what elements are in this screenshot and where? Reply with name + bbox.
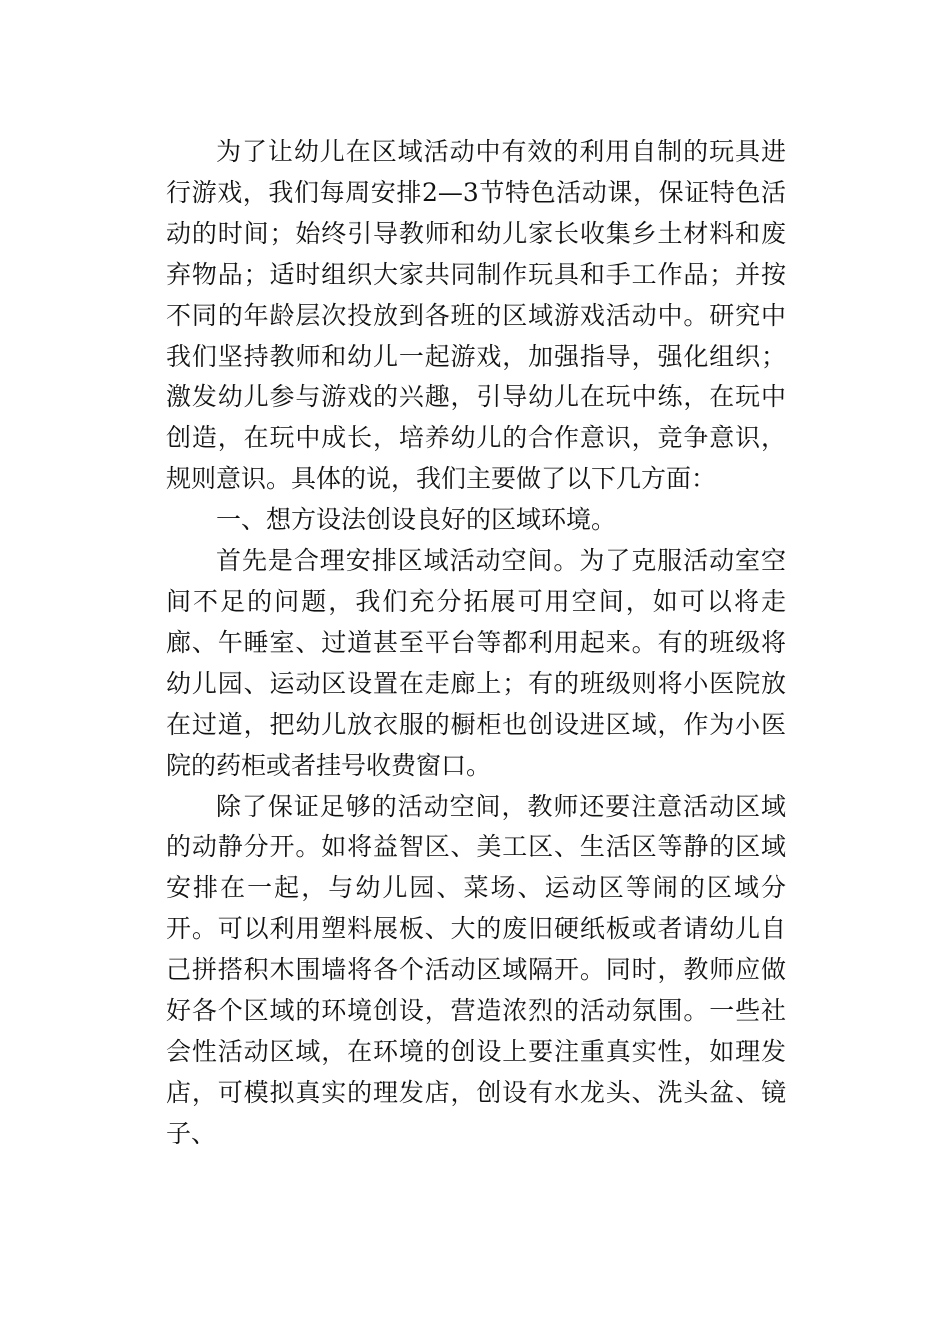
paragraph-space-arrangement: 首先是合理安排区域活动空间。为了克服活动室空间不足的问题，我们充分拓展可用空间，如可以将走廊、午睡室、过道甚至平台等都利用起来。有的班级将幼儿园、运动区设置在走廊上；有的班级则将小医院放在过道，把幼儿放衣服的橱柜也创设进区域，作为小医院的药柜或者挂号收费窗口。 <box>166 546 786 780</box>
section-heading-1: 一、想方设法创设良好的区域环境。 <box>216 505 617 535</box>
document-body <box>166 132 786 1155</box>
paragraph-intro: 为了让幼儿在区域活动中有效的利用自制的玩具进行游戏，我们每周安排2—3节特色活动课，保证特色活动的时间；始终引导教师和幼儿家长收集乡土材料和废弃物品；适时组织大家共同制作玩具和手工作品；并按不同的年龄层次投放到各班的区域游戏活动中。研究中我们坚持教师和幼儿一起游戏，加强指导，强化组织；激发幼儿参与游戏的兴趣，引导幼儿在玩中练，在玩中创造，在玩中成长，培养幼儿的合作意识，竞争意识，规则意识。具体的说，我们主要做了以下几方面： <box>166 137 786 494</box>
paragraph-quiet-noisy-separation: 除了保证足够的活动空间，教师还要注意活动区域的动静分开。如将益智区、美工区、生活区等静的区域安排在一起，与幼儿园、菜场、运动区等闹的区域分开。可以利用塑料展板、大的废旧硬纸板或者请幼儿自己拼搭积木围墙将各个活动区域隔开。同时，教师应做好各个区域的环境创设，营造浓烈的活动氛围。一些社会性活动区域，在环境的创设上要注重真实性，如理发店，可模拟真实的理发店，创设有水龙头、洗头盆、镜子、 <box>166 791 786 1148</box>
